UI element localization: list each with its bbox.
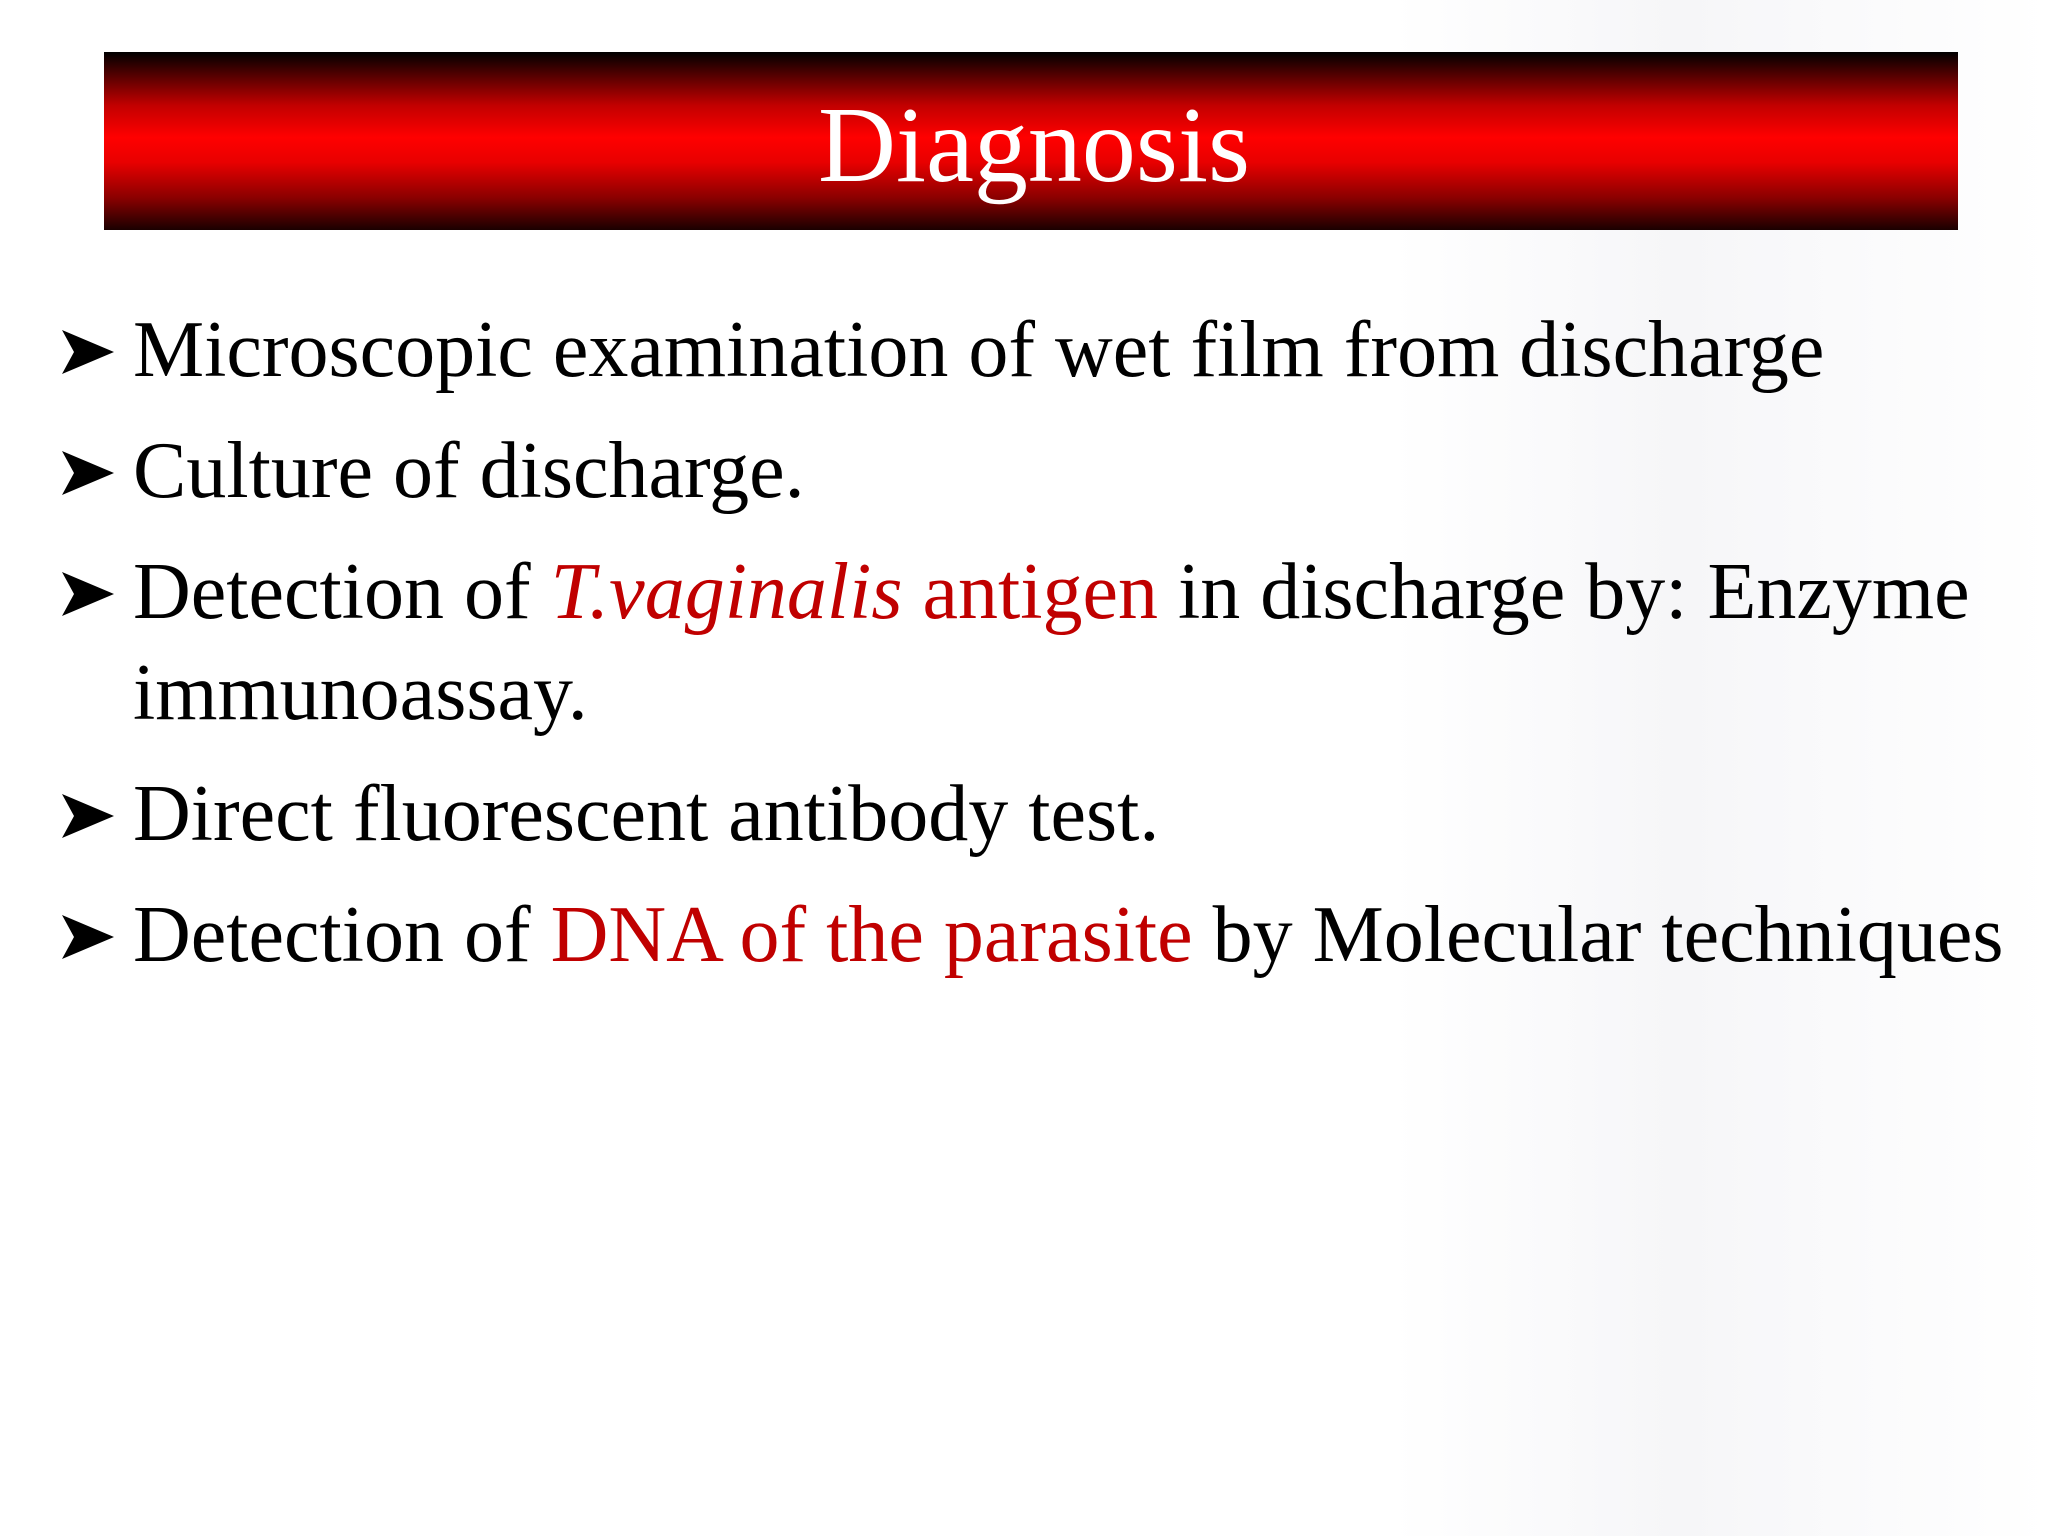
bullet-item (56, 542, 2006, 744)
arrow-bullet-icon (60, 913, 116, 961)
bullet-item (56, 885, 2006, 986)
highlight-species: T.vaginalis (550, 548, 903, 636)
bullet-text: Detection of T.vaginalis antigen in discharge by: Enzyme immunoassay. (133, 548, 1970, 737)
slide-title: Diagnosis (818, 86, 1250, 205)
bullet-list (56, 300, 2006, 1006)
bullet-item (56, 764, 2006, 865)
bullet-text: Culture of discharge. (133, 427, 805, 515)
arrow-bullet-icon (60, 570, 116, 618)
arrow-bullet-icon (60, 792, 116, 840)
bullet-item (56, 421, 2006, 522)
bullet-text: Direct fluorescent antibody test. (133, 770, 1160, 858)
bullet-text: Detection of DNA of the parasite by Molecular techniques (133, 891, 2004, 979)
bullet-text: Microscopic examination of wet film from discharge (133, 306, 1825, 394)
bullet-item (56, 300, 2006, 401)
highlight-dna: DNA of the parasite (550, 891, 1193, 979)
arrow-bullet-icon (60, 449, 116, 497)
highlight-antigen: antigen (902, 548, 1158, 636)
arrow-bullet-icon (60, 328, 116, 376)
